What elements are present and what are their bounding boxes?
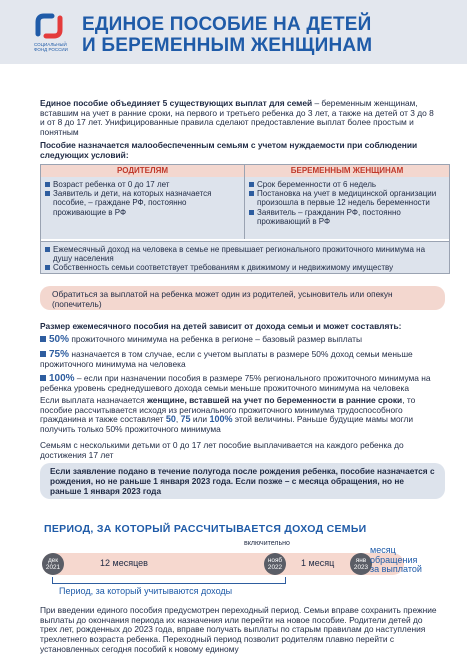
list-item: Ежемесячный доход на человека в семье не превышает регионального прожиточного минимума на душу населения bbox=[45, 245, 445, 263]
header-band bbox=[0, 0, 467, 64]
logo-icon bbox=[34, 12, 64, 40]
pregnant-paragraph bbox=[40, 396, 440, 435]
text-span: , bbox=[175, 414, 181, 425]
amount-text: назначается в том случае, если с учетом выплаты в размере 50% доход семьи меньше прожиточного минимума на человека bbox=[40, 349, 413, 369]
bullet-icon bbox=[40, 336, 46, 342]
list-item: Собственность семьи соответствует требованиям к движимому и недвижимому имуществу bbox=[45, 263, 445, 272]
pregnant-body bbox=[245, 177, 449, 239]
bullet-icon bbox=[40, 351, 46, 357]
pregnant-column bbox=[245, 165, 449, 239]
parents-column bbox=[41, 165, 245, 239]
bullet-icon bbox=[40, 375, 46, 381]
parents-header: РОДИТЕЛЯМ bbox=[41, 165, 244, 177]
amount-item-100 bbox=[40, 374, 440, 393]
timeline-title: ПЕРИОД, ЗА КОТОРЫЙ РАССЧИТЫВАЕТСЯ ДОХОД СЕМЬИ bbox=[44, 523, 367, 535]
text-span: этой величины. Раньше будущие мамы могли получить только 50% прожиточного минимума bbox=[40, 414, 414, 435]
month-1-label: 1 месяц bbox=[301, 558, 335, 568]
logo-text: СОЦИАЛЬНЫЙ ФОНД РОССИИ bbox=[34, 42, 68, 52]
title-line-2: И БЕРЕМЕННЫМ ЖЕНЩИНАМ bbox=[82, 35, 373, 56]
final-paragraph: При введении единого пособия предусмотрен переходный период. Семьи вправе сохранить прежние выплаты до окончания периода их назначения или перейти на новое пособие. Родители детей до трех лет, рожденных до 2023 года, вправе получать выплаты по старым правилам до наступления трехлетнего возраста ребенка. Переходный период позволит родителям плавно перейти с установленных сегодня пособий к новому единому bbox=[40, 605, 437, 654]
intro-bold: Единое пособие объединяет 5 существующих выплат для семей bbox=[40, 98, 313, 108]
text-span: Если выплата назначается bbox=[40, 395, 147, 405]
list-item: Постановка на учет в медицинской организации произошла в первые 12 недель беременности bbox=[249, 189, 445, 207]
date-jan-2023: янв 2023 bbox=[350, 553, 372, 575]
intro-rest: – беременным женщинам, вставшим на учет в ранние сроки, на первого и третьего ребенка до 3 лет, а также на детей от 3 до 8 и от 8 до 17 лет. Унифицированные правила сделают предоставление выплат более простым и понятным bbox=[40, 98, 434, 138]
period-label: Период, за который учитываются доходы bbox=[59, 586, 233, 596]
pct-100: 100% bbox=[49, 373, 75, 384]
conditions-heading: Пособие назначается малообеспеченным семьям с учетом нуждаемости при соблюдении следующих условий: bbox=[40, 140, 418, 160]
common-conditions bbox=[41, 241, 449, 273]
pct-50: 50 bbox=[165, 414, 176, 425]
list-item: Заявитель – гражданин РФ, постоянно проживающий в РФ bbox=[249, 208, 445, 226]
timing-note: Если заявление подано в течение полугода после рождения ребенка, пособие назначается с рождения, но не раньше 1 января 2023 года. Если позже – с месяца обращения, но не раньше 1 января 2023 года bbox=[40, 463, 445, 499]
pct-75: 75% bbox=[49, 349, 70, 360]
families-paragraph: Семьям с несколькими детьми от 0 до 17 лет пособие выплачивается на каждого ребенка до достижения 17 лет bbox=[40, 440, 404, 460]
period-bracket bbox=[52, 577, 286, 584]
application-month-label: месяц обращения за выплатой bbox=[370, 545, 422, 574]
pregnant-header: БЕРЕМЕННЫМ ЖЕНЩИНАМ bbox=[245, 165, 449, 177]
included-label: включительно bbox=[244, 540, 290, 547]
amount-text: – если при назначении пособия в размере 75% регионального прожиточного минимума на ребенка уровень среднедушевого дохода семьи меньше прожиточного минимума на человека bbox=[40, 373, 431, 393]
pct-50: 50% bbox=[49, 334, 70, 345]
amount-item-50 bbox=[40, 335, 440, 345]
text-bold: женщине, вставшей на учет по беременности в ранние сроки bbox=[146, 395, 403, 405]
pct-100: 100% bbox=[209, 414, 233, 425]
intro-paragraph bbox=[40, 99, 440, 138]
list-item: Срок беременности от 6 недель bbox=[249, 180, 445, 189]
date-dec-2021: дек 2021 bbox=[42, 553, 64, 575]
apply-note: Обратиться за выплатой на ребенка может один из родителей, усыновитель или опекун (попечитель) bbox=[40, 286, 445, 310]
list-item: Возраст ребенка от 0 до 17 лет bbox=[45, 180, 240, 189]
text-span: или bbox=[190, 414, 210, 425]
amount-item-75 bbox=[40, 350, 440, 369]
text-span: , то пособие рассчитывается исходя из регионального прожиточного минимума трудоспособного гражданина и также составляет bbox=[40, 395, 416, 425]
pct-75: 75 bbox=[180, 414, 191, 425]
date-nov-2022: нояб 2022 bbox=[264, 553, 286, 575]
page-title bbox=[82, 14, 372, 56]
social-fund-logo bbox=[34, 12, 70, 54]
months-12-label: 12 месяцев bbox=[100, 558, 148, 568]
conditions-table bbox=[40, 164, 450, 274]
parents-body bbox=[41, 177, 244, 239]
amount-heading: Размер ежемесячного пособия на детей зависит от дохода семьи и может составлять: bbox=[40, 321, 402, 331]
title-line-1: ЕДИНОЕ ПОСОБИЕ НА ДЕТЕЙ bbox=[82, 14, 372, 35]
list-item: Заявитель и дети, на которых назначается пособие, – граждане РФ, постоянно проживающие в РФ bbox=[45, 189, 240, 217]
amount-text: прожиточного минимума на ребенка в регионе – базовый размер выплаты bbox=[69, 334, 362, 344]
